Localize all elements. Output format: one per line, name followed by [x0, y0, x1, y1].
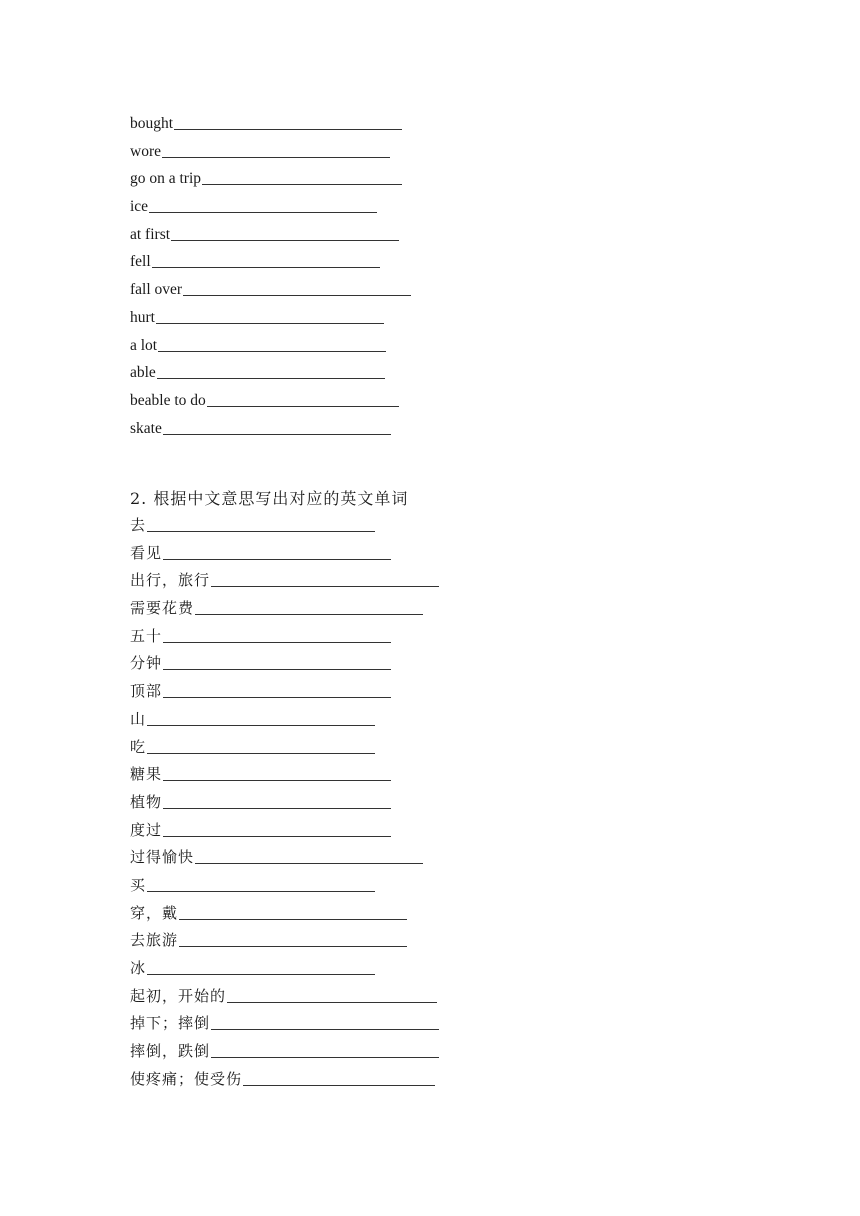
answer-blank[interactable] — [211, 572, 439, 587]
item-prompt: 掉下；摔倒 — [130, 1014, 211, 1033]
answer-blank[interactable] — [179, 932, 407, 947]
answer-blank[interactable] — [152, 253, 380, 268]
answer-blank[interactable] — [163, 420, 391, 435]
worksheet-item — [130, 332, 411, 360]
item-prompt: 出行，旅行 — [130, 571, 211, 590]
worksheet-item — [130, 734, 439, 762]
worksheet-item — [130, 138, 411, 166]
worksheet-item — [130, 983, 439, 1011]
answer-blank[interactable] — [156, 309, 384, 324]
worksheet-item — [130, 387, 411, 415]
answer-blank[interactable] — [171, 226, 399, 241]
section-2-title: 2. 根据中文意思写出对应的英文单词 — [130, 489, 409, 508]
answer-blank[interactable] — [162, 143, 390, 158]
worksheet-item — [130, 706, 439, 734]
answer-blank[interactable] — [147, 517, 375, 532]
item-prompt: 顶部 — [130, 682, 163, 701]
answer-blank[interactable] — [163, 766, 391, 781]
worksheet-item — [130, 304, 411, 332]
answer-blank[interactable] — [211, 1043, 439, 1058]
worksheet-item — [130, 817, 439, 845]
worksheet-item — [130, 955, 439, 983]
item-prompt: hurt — [130, 308, 155, 326]
item-prompt: 糖果 — [130, 765, 163, 784]
item-prompt: able — [130, 364, 156, 382]
answer-blank[interactable] — [202, 170, 402, 185]
worksheet-item — [130, 761, 439, 789]
item-prompt: 看见 — [130, 543, 163, 562]
item-prompt: 摔倒，跌倒 — [130, 1042, 211, 1061]
item-prompt: fall over — [130, 281, 183, 299]
worksheet-item — [130, 1038, 439, 1066]
item-prompt: wore — [130, 142, 161, 160]
item-prompt: 买 — [130, 875, 147, 894]
answer-blank[interactable] — [147, 960, 375, 975]
worksheet-item — [130, 789, 439, 817]
item-prompt: 穿，戴 — [130, 903, 179, 922]
answer-blank[interactable] — [149, 198, 377, 213]
answer-blank[interactable] — [157, 364, 385, 379]
item-prompt: beable to do — [130, 391, 206, 409]
item-prompt: 山 — [130, 709, 147, 728]
item-prompt: 度过 — [130, 820, 163, 839]
worksheet-item — [130, 595, 439, 623]
worksheet-item — [130, 110, 411, 138]
answer-blank[interactable] — [163, 683, 391, 698]
worksheet-item — [130, 248, 411, 276]
answer-blank[interactable] — [211, 1015, 439, 1030]
worksheet-item — [130, 165, 411, 193]
item-prompt: 去 — [130, 516, 147, 534]
worksheet-item — [130, 359, 411, 387]
item-prompt: 植物 — [130, 792, 163, 811]
worksheet-item — [130, 1066, 439, 1094]
item-prompt: bought — [130, 115, 174, 132]
answer-blank[interactable] — [243, 1071, 435, 1086]
worksheet-item — [130, 844, 439, 872]
answer-blank[interactable] — [147, 711, 375, 726]
item-prompt: 分钟 — [130, 654, 163, 673]
worksheet-item — [130, 567, 439, 595]
answer-blank[interactable] — [174, 115, 402, 130]
item-prompt: fell — [130, 253, 151, 271]
item-prompt: 五十 — [130, 626, 163, 645]
answer-blank[interactable] — [163, 545, 391, 560]
worksheet-item — [130, 276, 411, 304]
answer-blank[interactable] — [227, 988, 437, 1003]
item-prompt: 吃 — [130, 737, 147, 756]
answer-blank[interactable] — [195, 849, 423, 864]
item-prompt: ice — [130, 198, 149, 216]
item-prompt: 起初，开始的 — [130, 986, 227, 1005]
worksheet-item — [130, 221, 411, 249]
chinese-word-list — [130, 512, 439, 1093]
item-prompt: 去旅游 — [130, 931, 179, 950]
answer-blank[interactable] — [207, 392, 399, 407]
item-prompt: 过得愉快 — [130, 848, 195, 867]
item-prompt: 冰 — [130, 959, 147, 977]
item-prompt: 使疼痛；使受伤 — [130, 1069, 243, 1088]
english-word-list — [130, 110, 411, 442]
answer-blank[interactable] — [163, 655, 391, 670]
worksheet-item — [130, 512, 439, 540]
worksheet-item — [130, 650, 439, 678]
item-prompt: go on a trip — [130, 170, 202, 188]
item-prompt: skate — [130, 419, 162, 437]
worksheet-item — [130, 193, 411, 221]
worksheet-item — [130, 900, 439, 928]
item-prompt: at first — [130, 225, 171, 243]
answer-blank[interactable] — [147, 739, 375, 754]
answer-blank[interactable] — [163, 628, 391, 643]
answer-blank[interactable] — [183, 281, 411, 296]
answer-blank[interactable] — [179, 905, 407, 920]
answer-blank[interactable] — [147, 877, 375, 892]
worksheet-item — [130, 1010, 439, 1038]
worksheet-item — [130, 927, 439, 955]
answer-blank[interactable] — [163, 822, 391, 837]
answer-blank[interactable] — [158, 337, 386, 352]
worksheet-item — [130, 415, 411, 443]
worksheet-item — [130, 540, 439, 568]
item-prompt: 需要花费 — [130, 599, 195, 618]
worksheet-item — [130, 678, 439, 706]
worksheet-item — [130, 623, 439, 651]
worksheet-item — [130, 872, 439, 900]
answer-blank[interactable] — [195, 600, 423, 615]
answer-blank[interactable] — [163, 794, 391, 809]
item-prompt: a lot — [130, 336, 158, 354]
